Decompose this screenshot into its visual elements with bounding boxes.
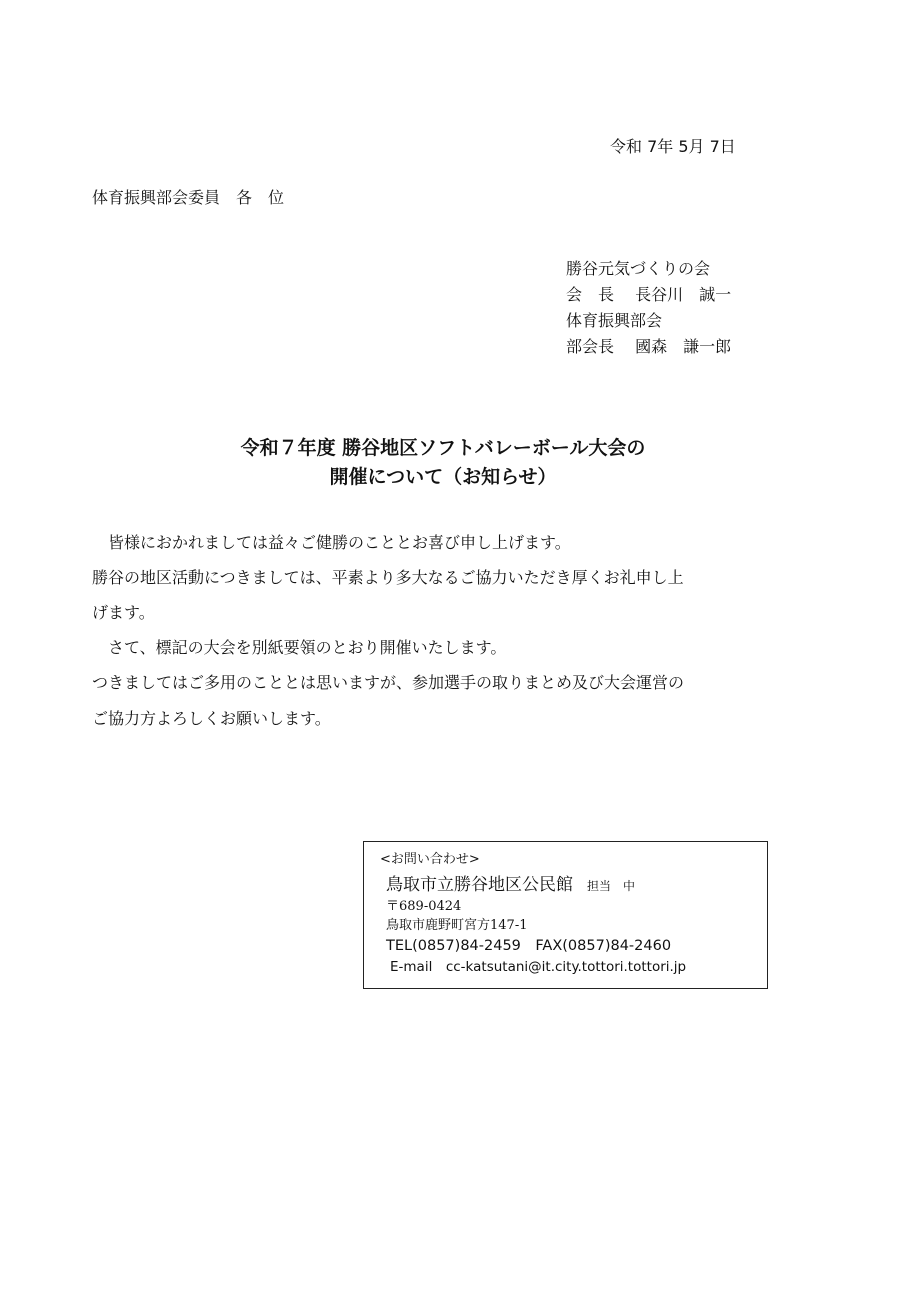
body-line: つきましてはご多用のこととは思いますが、参加選手の取りまとめ及び大会運営の (92, 673, 685, 692)
body-line: ご協力方よろしくお願いします。 (92, 709, 331, 728)
contact-box (363, 841, 768, 989)
contact-tel-fax: TEL(0857)84-2459 FAX(0857)84-2460 (386, 938, 672, 954)
contact-heading: <お問い合わせ> (380, 852, 480, 867)
document-date: 令和 7年 5月 7日 (610, 137, 736, 156)
sender-dept-head: 部会長 國森 謙一郎 (566, 337, 732, 356)
sender-dept: 体育振興部会 (566, 311, 663, 330)
body-line: 勝谷の地区活動につきましては、平素より多大なるご協力いただき厚くお礼申し上 (92, 568, 684, 587)
body-line: げます。 (92, 603, 155, 622)
contact-email: E-mail cc-katsutani@it.city.tottori.tottori.jp (390, 959, 687, 975)
contact-staff: 担当 中 (587, 879, 636, 893)
body-line: さて、標記の大会を別紙要領のとおり開催いたします。 (92, 638, 507, 657)
document-title-line-2: 開催について（お知らせ） (329, 466, 557, 488)
contact-zip: 〒689-0424 (386, 899, 462, 914)
sender-block (566, 256, 731, 360)
sender-org: 勝谷元気づくりの会 (566, 259, 711, 278)
document-title-line-1: 令和７年度 勝谷地区ソフトバレーボール大会の (240, 437, 646, 459)
sender-chair: 会 長 長谷川 誠一 (566, 285, 732, 304)
contact-org-name: 鳥取市立勝谷地区公民館 (386, 875, 573, 895)
recipient: 体育振興部会委員 各 位 (92, 188, 285, 207)
contact-org (386, 870, 635, 895)
body-line: 皆様におかれましては益々ご健勝のこととお喜び申し上げます。 (92, 533, 571, 552)
contact-address: 鳥取市鹿野町宮方147-1 (386, 918, 528, 933)
